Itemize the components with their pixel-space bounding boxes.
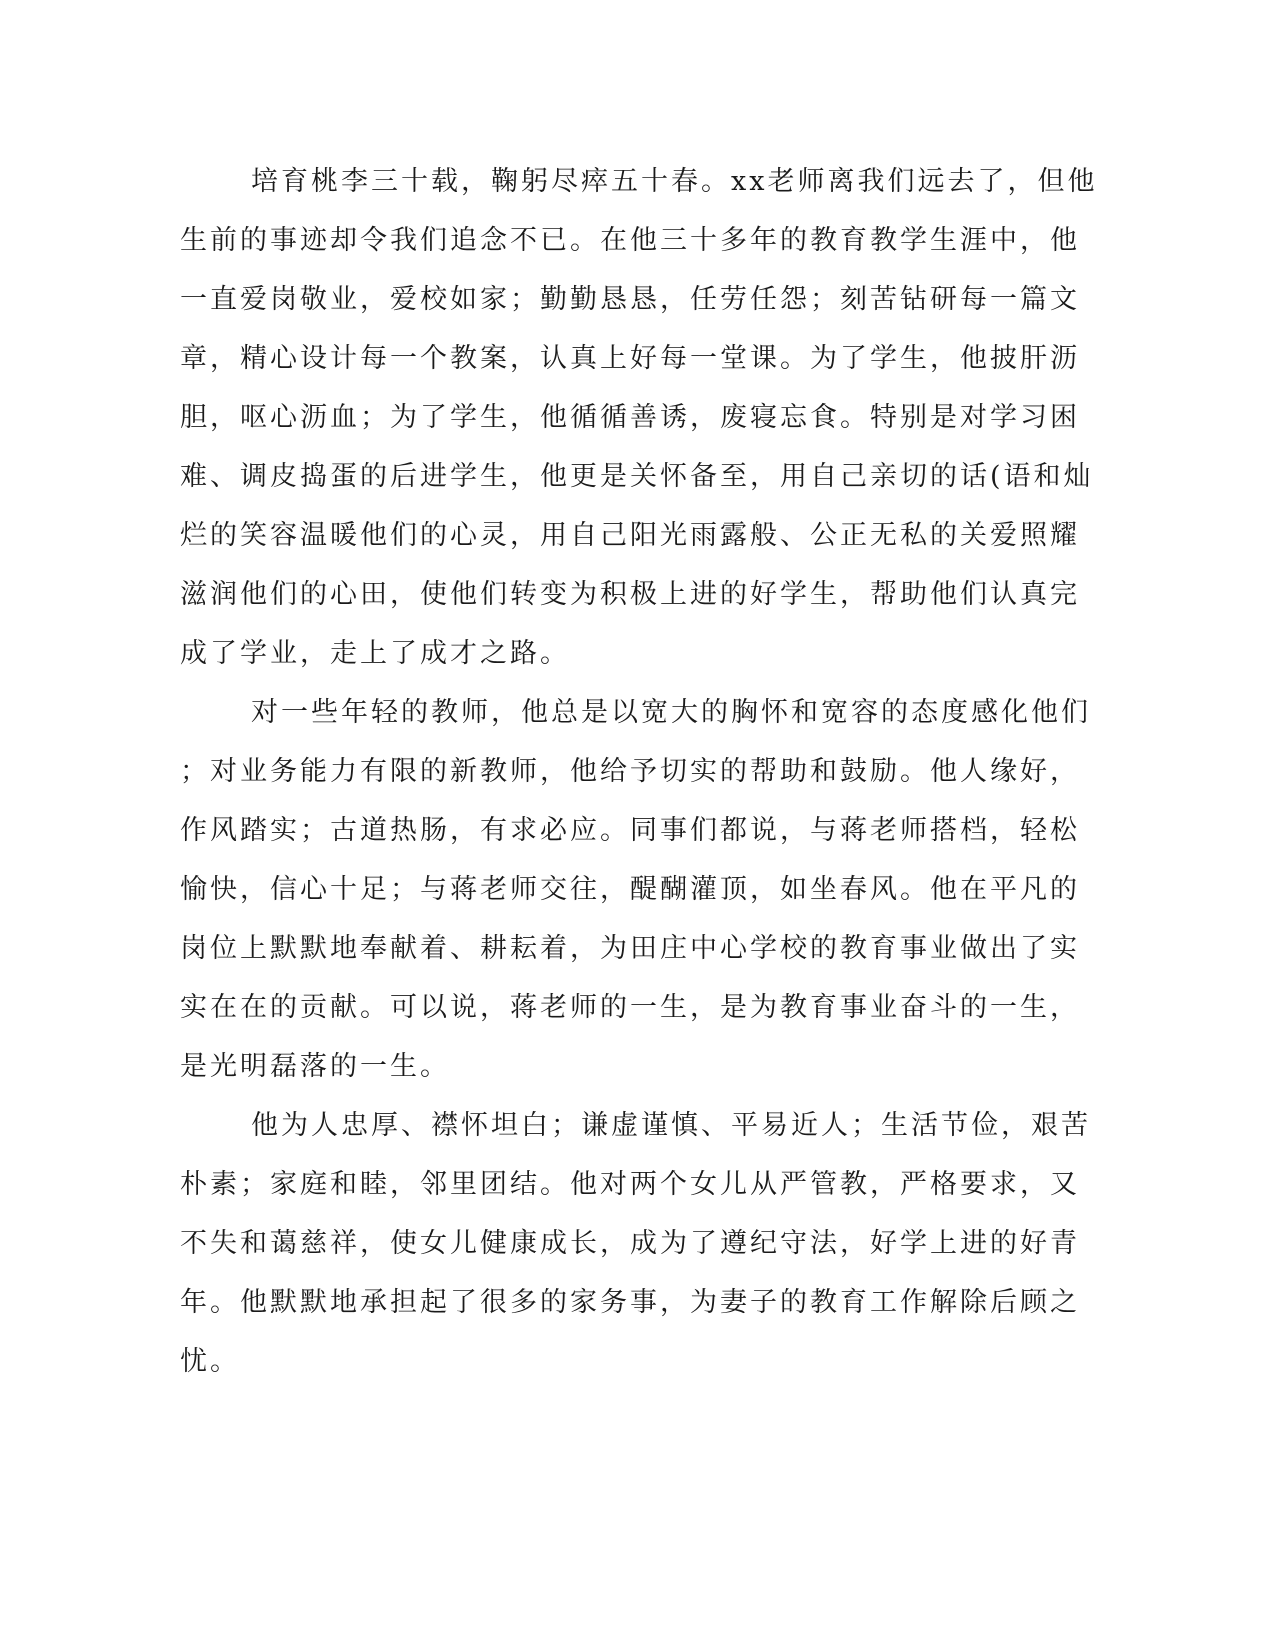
paragraph-line: 成了学业，走上了成才之路。 [180,638,570,669]
paragraph-line: 培育桃李三十载，鞠躬尽瘁五十春。xx老师离我们远去了，但他 [251,166,1098,197]
paragraph-line: 滋润他们的心田，使他们转变为积极上进的好学生，帮助他们认真完 [180,579,1080,610]
paragraph-line: ；对业务能力有限的新教师，他给予切实的帮助和鼓励。他人缘好， [180,756,1080,787]
paragraph-line: 朴素；家庭和睦，邻里团结。他对两个女儿从严管教，严格要求，又 [180,1169,1080,1200]
paragraph-line: 胆，呕心沥血；为了学生，他循循善诱，废寝忘食。特别是对学习困 [180,402,1080,433]
paragraph-line: 是光明磊落的一生。 [180,1051,450,1082]
paragraph-line: 生前的事迹却令我们追念不已。在他三十多年的教育教学生涯中，他 [180,225,1080,256]
paragraph-line: 忧。 [180,1346,240,1377]
paragraph-2 [180,683,1091,1096]
paragraph-line: 章，精心设计每一个教案，认真上好每一堂课。为了学生，他披肝沥 [180,343,1080,374]
paragraph-line: 一直爱岗敬业，爱校如家；勤勤恳恳，任劳任怨；刻苦钻研每一篇文 [180,284,1080,315]
paragraph-line: 他为人忠厚、襟怀坦白；谦虚谨慎、平易近人；生活节俭，艰苦 [251,1110,1091,1141]
paragraph-line: 烂的笑容温暖他们的心灵，用自己阳光雨露般、公正无私的关爱照耀 [180,520,1080,551]
paragraph-3 [180,1096,1091,1391]
paragraph-line: 不失和蔼慈祥，使女儿健康成长，成为了遵纪守法，好学上进的好青 [180,1228,1080,1259]
paragraph-line: 作风踏实；古道热肠，有求必应。同事们都说，与蒋老师搭档，轻松 [180,815,1080,846]
document-body [180,152,1098,1391]
paragraph-line: 难、调皮捣蛋的后进学生，他更是关怀备至，用自己亲切的话(语和灿 [180,461,1094,492]
paragraph-line: 对一些年轻的教师，他总是以宽大的胸怀和宽容的态度感化他们 [251,697,1091,728]
paragraph-line: 岗位上默默地奉献着、耕耘着，为田庄中心学校的教育事业做出了实 [180,933,1080,964]
paragraph-line: 实在在的贡献。可以说，蒋老师的一生，是为教育事业奋斗的一生， [180,992,1080,1023]
paragraph-1 [180,152,1098,683]
paragraph-line: 年。他默默地承担起了很多的家务事，为妻子的教育工作解除后顾之 [180,1287,1080,1318]
paragraph-line: 愉快，信心十足；与蒋老师交往，醍醐灌顶，如坐春风。他在平凡的 [180,874,1080,905]
